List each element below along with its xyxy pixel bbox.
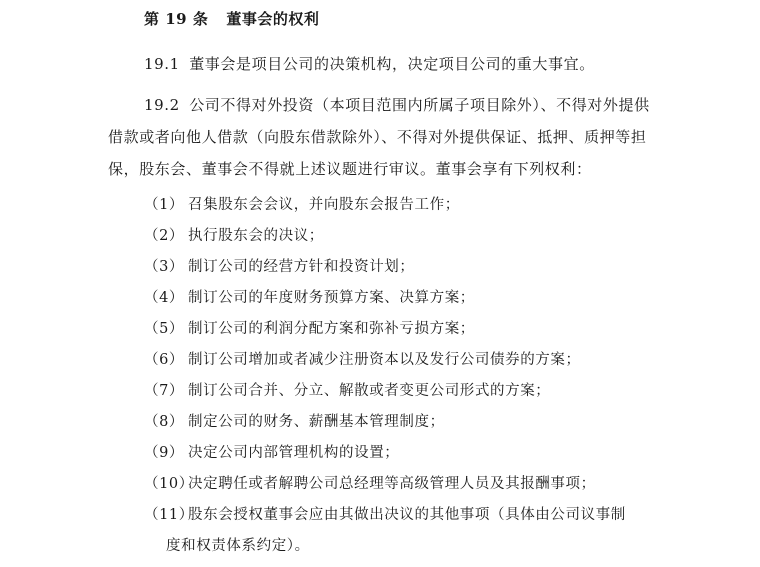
list-item-index: （10） bbox=[144, 476, 194, 492]
list-item-text: 决定公司内部管理机构的设置； bbox=[188, 445, 400, 461]
paragraph-text: 公司不得对外投资（本项目范围内所属子项目除外）、不得对外提供 bbox=[189, 96, 650, 114]
list-item-text: 制订公司合并、分立、解散或者变更公司形式的方案； bbox=[188, 383, 551, 399]
list-item-continuation: 度和权责体系约定）。 bbox=[166, 538, 310, 554]
article-title: 董事会的权利 bbox=[226, 10, 320, 28]
list-item-text: 制订公司的利润分配方案和弥补亏损方案； bbox=[188, 321, 475, 337]
list-item-text: 决定聘任或者解聘公司总经理等高级管理人员及其报酬事项； bbox=[188, 476, 596, 492]
list-item bbox=[144, 503, 626, 524]
list-item bbox=[144, 255, 415, 276]
list-item bbox=[144, 286, 475, 307]
list-item-index: （11） bbox=[144, 507, 194, 523]
list-item-index: （3） bbox=[144, 259, 185, 275]
list-item bbox=[144, 472, 596, 493]
article-heading bbox=[144, 8, 319, 29]
list-item-index: （9） bbox=[144, 445, 185, 461]
article-number: 第 19 条 bbox=[144, 10, 209, 28]
paragraph-label: 19.1 bbox=[144, 55, 180, 73]
list-item-index: （6） bbox=[144, 352, 185, 368]
list-item-index: （7） bbox=[144, 383, 185, 399]
paragraph-19-2-line-2: 借款或者向他人借款（向股东借款除外）、不得对外提供保证、抵押、质押等担 bbox=[108, 128, 647, 146]
paragraph-label: 19.2 bbox=[144, 96, 180, 114]
list-item-index: （4） bbox=[144, 290, 185, 306]
list-item-text: 制订公司的年度财务预算方案、决算方案； bbox=[188, 290, 475, 306]
paragraph-19-2-line-1 bbox=[144, 94, 650, 115]
paragraph-19-1 bbox=[144, 53, 595, 74]
list-item-text: 制订公司增加或者减少注册资本以及发行公司债券的方案； bbox=[188, 352, 581, 368]
list-item bbox=[144, 317, 475, 338]
list-item bbox=[144, 348, 581, 369]
list-item-text: 召集股东会会议，并向股东会报告工作； bbox=[188, 197, 460, 213]
list-item bbox=[144, 224, 324, 245]
paragraph-19-2-line-3: 保，股东会、董事会不得就上述议题进行审议。董事会享有下列权利： bbox=[108, 160, 592, 178]
list-item bbox=[144, 441, 399, 462]
list-item bbox=[144, 193, 460, 214]
paragraph-text: 董事会是项目公司的决策机构，决定项目公司的重大事宜。 bbox=[189, 55, 595, 73]
list-item-text: 制订公司的经营方针和投资计划； bbox=[188, 259, 415, 275]
list-item-text: 执行股东会的决议； bbox=[188, 228, 324, 244]
list-item-index: （5） bbox=[144, 321, 185, 337]
list-item-text: 股东会授权董事会应由其做出决议的其他事项（具体由公司议事制 bbox=[188, 507, 626, 523]
list-item-index: （2） bbox=[144, 228, 185, 244]
list-item-index: （1） bbox=[144, 197, 185, 213]
list-item bbox=[144, 379, 550, 400]
list-item-text: 制定公司的财务、薪酬基本管理制度； bbox=[188, 414, 445, 430]
list-item bbox=[144, 410, 445, 431]
list-item-index: （8） bbox=[144, 414, 185, 430]
